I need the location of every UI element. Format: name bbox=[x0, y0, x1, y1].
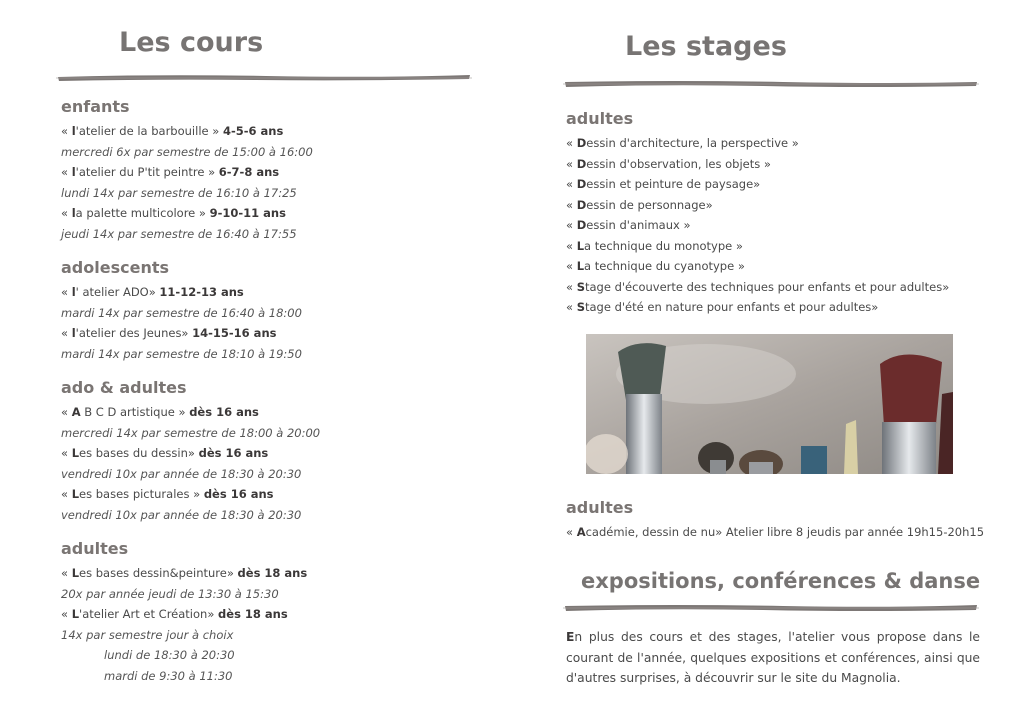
stages-adultes2-heading: adultes bbox=[566, 498, 634, 517]
cours-schedule: mardi 14x par semestre de 18:10 à 19:50 bbox=[61, 346, 302, 361]
cours-section-heading: ado & adultes bbox=[61, 378, 187, 397]
cours-schedule: mardi de 9:30 à 11:30 bbox=[104, 668, 233, 683]
cours-course: « la palette multicolore » 9-10-11 ans bbox=[61, 206, 286, 220]
brush-stroke-divider bbox=[56, 73, 472, 83]
cours-schedule: lundi 14x par semestre de 16:10 à 17:25 bbox=[61, 185, 297, 200]
cours-title: Les cours bbox=[119, 27, 264, 58]
cours-section-heading: adultes bbox=[61, 539, 129, 558]
cours-schedule: vendredi 10x par année de 18:30 à 20:30 bbox=[61, 466, 302, 481]
stage-item: « La technique du monotype » bbox=[566, 238, 743, 253]
cours-course: « l' atelier ADO» 11-12-13 ans bbox=[61, 285, 244, 299]
cours-schedule: mardi 14x par semestre de 16:40 à 18:00 bbox=[61, 305, 302, 320]
stage-item: « Stage d'été en nature pour enfants et pour adultes» bbox=[566, 300, 879, 314]
cours-schedule: 20x par année jeudi de 13:30 à 15:30 bbox=[61, 586, 279, 601]
cours-schedule: lundi de 18:30 à 20:30 bbox=[104, 648, 235, 662]
paintbrushes-photo bbox=[586, 334, 953, 474]
cours-course: « l'atelier des Jeunes» 14-15-16 ans bbox=[61, 326, 277, 340]
stage-item: « Stage d'écouverte des techniques pour enfants et pour adultes» bbox=[566, 279, 950, 294]
cours-schedule: vendredi 10x par année de 18:30 à 20:30 bbox=[61, 507, 302, 522]
cours-course: « A B C D artistique » dès 16 ans bbox=[61, 405, 259, 419]
cours-course: « Les bases du dessin» dès 16 ans bbox=[61, 446, 269, 460]
stage-item: « La technique du cyanotype » bbox=[566, 259, 745, 273]
stage-item: « Dessin et peinture de paysage» bbox=[566, 177, 761, 191]
cours-section-heading: enfants bbox=[61, 97, 130, 116]
brush-stroke-divider bbox=[563, 79, 979, 89]
stage-item: « Dessin d'architecture, la perspective » bbox=[566, 136, 799, 150]
expo-paragraph: En plus des cours et des stages, l'atelier vous propose dans le courant de l'année, quelques expositions et conférences, ainsi que d'autres surprises, à découvrir sur le site du Magnolia. bbox=[566, 630, 980, 686]
cours-schedule: mercredi 6x par semestre de 15:00 à 16:00 bbox=[61, 144, 313, 159]
cours-course: « l'atelier de la barbouille » 4-5-6 ans bbox=[61, 124, 284, 138]
cours-course: « Les bases dessin&peinture» dès 18 ans bbox=[61, 566, 308, 580]
cours-schedule: mercredi 14x par semestre de 18:00 à 20:00 bbox=[61, 425, 321, 440]
cours-course: « l'atelier du P'tit peintre » 6-7-8 ans bbox=[61, 165, 280, 179]
cours-schedule: jeudi 14x par semestre de 16:40 à 17:55 bbox=[61, 226, 297, 241]
brush-stroke-divider bbox=[563, 603, 979, 613]
cours-section-heading: adolescents bbox=[61, 258, 169, 277]
stages-list bbox=[566, 133, 949, 318]
academie-line: « Académie, dessin de nu» Atelier libre 8 jeudis par année 19h15-20h15 bbox=[566, 525, 985, 539]
stages-title: Les stages bbox=[625, 31, 787, 62]
cours-course: « L'atelier Art et Création» dès 18 ans bbox=[61, 607, 288, 621]
stage-item: « Dessin d'animaux » bbox=[566, 218, 691, 232]
cours-course: « Les bases picturales » dès 16 ans bbox=[61, 487, 274, 501]
stages-adultes-heading: adultes bbox=[566, 109, 634, 128]
cours-schedule: 14x par semestre jour à choix bbox=[61, 627, 234, 642]
stage-item: « Dessin de personnage» bbox=[566, 197, 713, 212]
expo-title: expositions, conférences & danse bbox=[581, 569, 981, 593]
stage-item: « Dessin d'observation, les objets » bbox=[566, 156, 771, 171]
